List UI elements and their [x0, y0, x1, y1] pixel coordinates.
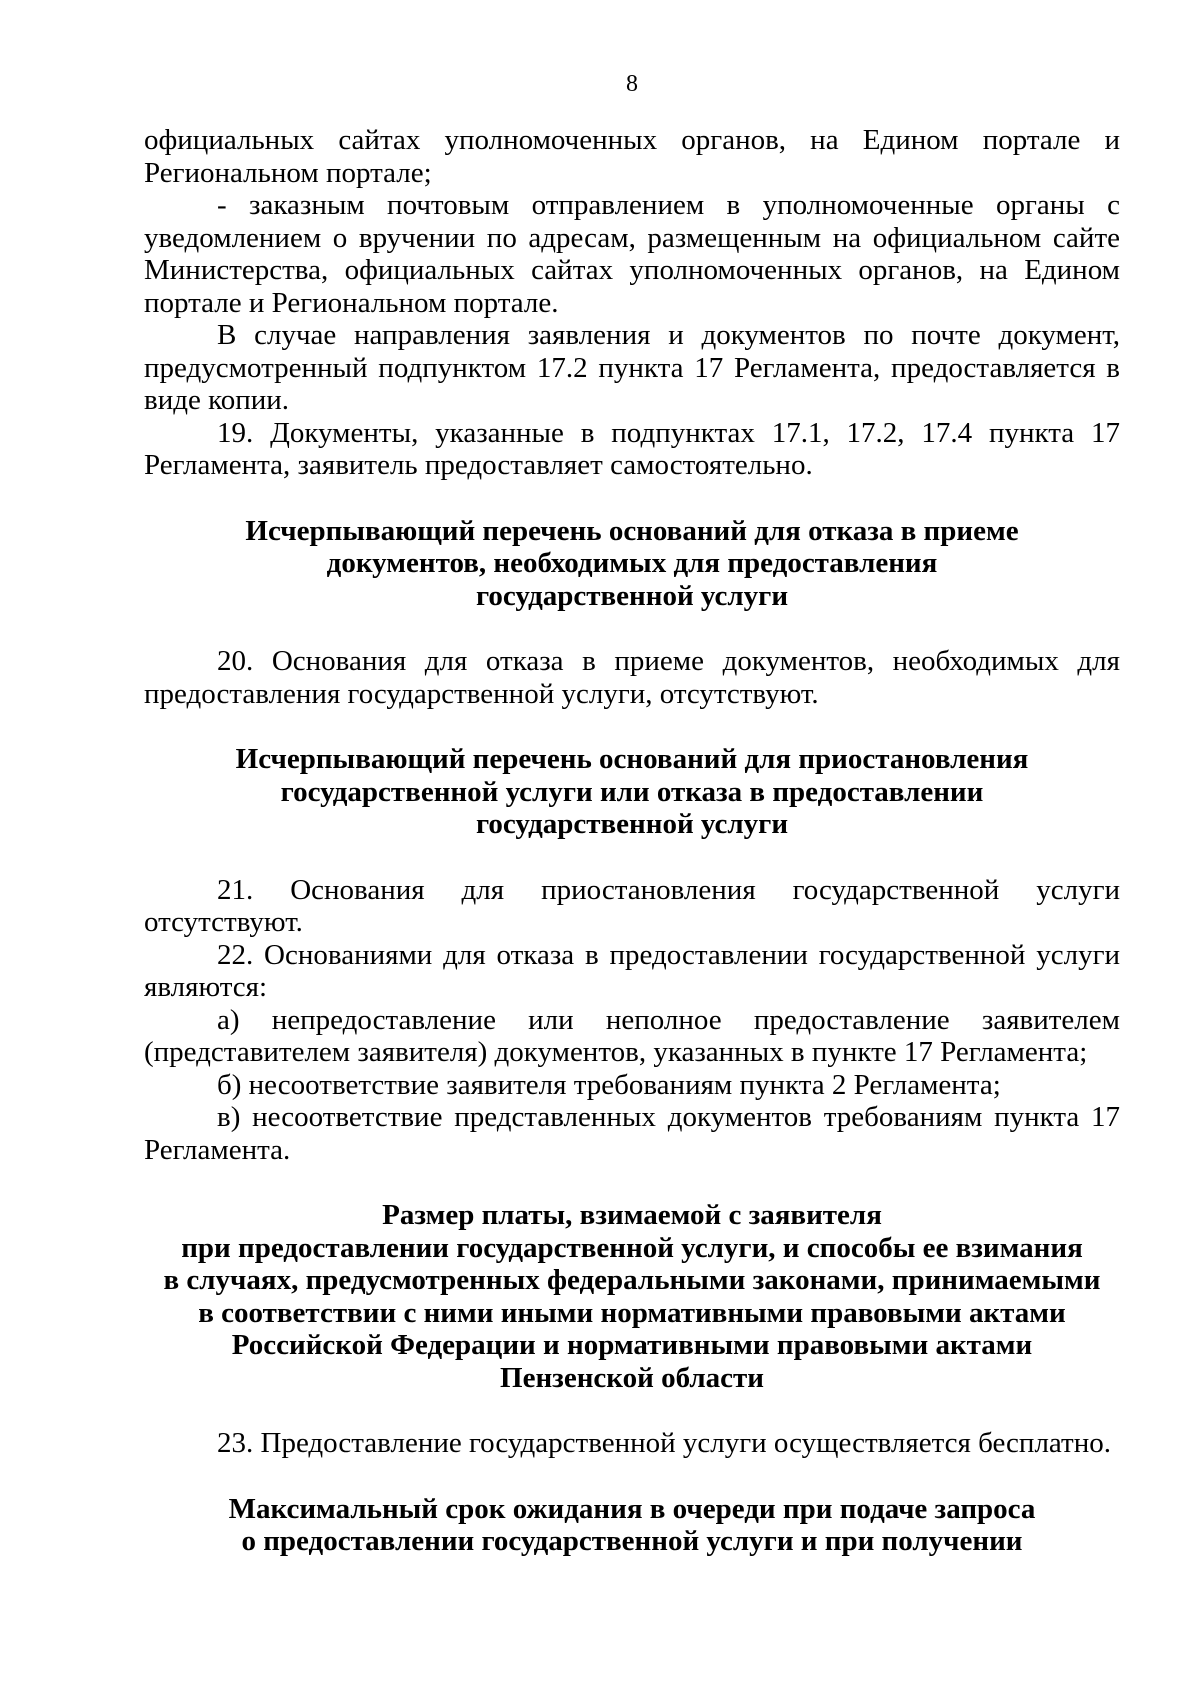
paragraph: а) непредоставление или неполное предоставление заявителем (представителем заявителя) документов, указанных в пункте 17 Регламента; [144, 1003, 1120, 1068]
heading-line: документов, необходимых для предоставления [326, 547, 938, 579]
heading-line: Размер платы, взимаемой с заявителя [382, 1199, 882, 1231]
heading-line: при предоставлении государственной услуги, и способы ее взимания [181, 1231, 1083, 1264]
paragraph: 22. Основаниями для отказа в предоставлении государственной услуги являются: [144, 938, 1120, 1003]
section-heading [144, 743, 1120, 841]
paragraph: 23. Предоставление государственной услуги осуществляется бесплатно. [217, 1427, 1111, 1459]
heading-line: в соответствии с ними иными нормативными правовыми актами [198, 1296, 1066, 1329]
heading-line: государственной услуги [475, 579, 789, 612]
paragraph: 21. Основания для приостановления государственной услуги отсутствуют. [144, 873, 1120, 938]
paragraph: - заказным почтовым отправлением в уполномоченные органы с уведомлением о вручении по адресам, размещенным на официальном сайте Министерства, официальных сайтах уполномоченных органов, на Едином портале и Региональном портале. [144, 189, 1120, 319]
paragraph: 19. Документы, указанные в подпунктах 17.1, 17.2, 17.4 пункта 17 Регламента, заявитель предоставляет самостоятельно. [144, 416, 1120, 481]
heading-line: государственной услуги или отказа в предоставлении [280, 775, 984, 808]
heading-line: Пензенской области [500, 1361, 764, 1394]
heading-line: о предоставлении государственной услуги и при получении [241, 1525, 1023, 1557]
document-body [144, 124, 1120, 1558]
heading-line: Исчерпывающий перечень оснований для отказа в приеме [245, 514, 1019, 547]
paragraph: в) несоответствие представленных документов требованиям пункта 17 Регламента. [144, 1101, 1120, 1166]
paragraph: официальных сайтах уполномоченных органов, на Едином портале и Региональном портале; [144, 124, 1120, 189]
section-heading [144, 515, 1120, 613]
paragraph: б) несоответствие заявителя требованиям пункта 2 Регламента; [217, 1068, 1001, 1101]
heading-line: Максимальный срок ожидания в очереди при подаче запроса [228, 1492, 1036, 1525]
page-number: 8 [626, 71, 638, 97]
heading-line: в случаях, предусмотренных федеральными законами, принимаемыми [163, 1264, 1101, 1296]
heading-line: государственной услуги [475, 808, 789, 840]
section-heading [144, 1199, 1120, 1394]
section-heading [144, 1493, 1120, 1558]
paragraph: 20. Основания для отказа в приеме документов, необходимых для предоставления государственной услуги, отсутствуют. [144, 645, 1120, 710]
paragraph: В случае направления заявления и документов по почте документ, предусмотренный подпунктом 17.2 пункта 17 Регламента, предоставляется в виде копии. [144, 319, 1120, 416]
heading-line: Российской Федерации и нормативными правовыми актами [231, 1329, 1033, 1361]
heading-line: Исчерпывающий перечень оснований для приостановления [235, 743, 1029, 775]
